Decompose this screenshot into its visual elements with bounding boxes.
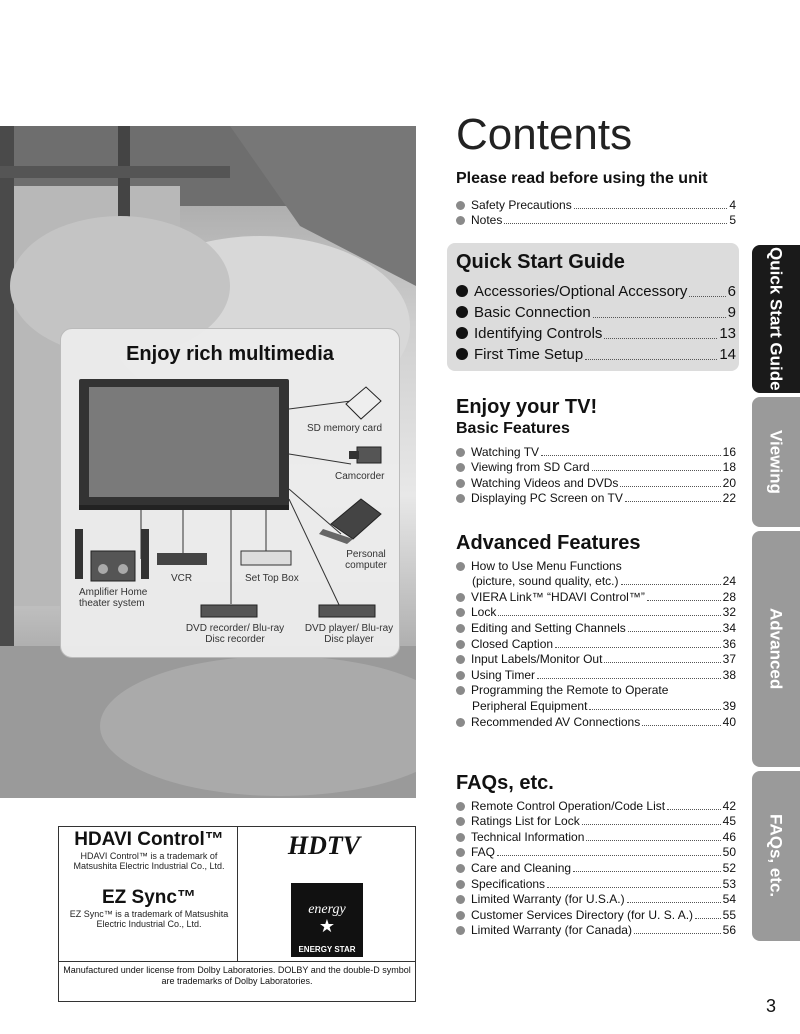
energy-star-logo: energy ★ ENERGY STAR bbox=[291, 883, 363, 957]
dolby-note: Manufactured under license from Dolby Laboratories. DOLBY and the double-D symbol are trademarks of Dolby Laboratories. bbox=[63, 965, 411, 986]
toc-label: Identifying Controls bbox=[474, 325, 603, 342]
bullet-icon bbox=[456, 848, 465, 857]
toc-item[interactable] bbox=[456, 443, 736, 459]
leader-dots bbox=[589, 709, 720, 710]
toc-label: Watching TV bbox=[471, 444, 540, 459]
toc-page: 40 bbox=[722, 714, 736, 729]
tab-advanced[interactable]: Advanced bbox=[752, 531, 800, 767]
toc-label: Closed Caption bbox=[471, 636, 554, 651]
toc-page: 46 bbox=[722, 829, 736, 844]
toc-item[interactable] bbox=[456, 891, 736, 907]
leader-dots bbox=[647, 600, 721, 601]
bullet-icon bbox=[456, 671, 465, 680]
toc-page: 45 bbox=[722, 814, 736, 829]
leader-dots bbox=[582, 824, 721, 825]
bullet-icon bbox=[456, 686, 465, 695]
dvd-recorder-icon bbox=[201, 605, 257, 617]
toc-item[interactable] bbox=[456, 279, 736, 300]
toc-label: Peripheral Equipment bbox=[472, 698, 588, 713]
toc-page: 55 bbox=[722, 907, 736, 922]
camcorder-label: Camcorder bbox=[335, 471, 385, 482]
toc-label: Using Timer bbox=[471, 667, 536, 682]
leader-dots bbox=[574, 208, 728, 209]
bullet-icon bbox=[456, 864, 465, 873]
bullet-icon bbox=[456, 802, 465, 811]
bullet-icon bbox=[456, 640, 465, 649]
bullet-icon bbox=[456, 306, 468, 318]
sd-card-icon bbox=[346, 387, 381, 419]
toc-label: Accessories/Optional Accessory bbox=[474, 283, 688, 300]
bullet-icon bbox=[456, 833, 465, 842]
toc-label: Recommended AV Connections bbox=[471, 714, 641, 729]
bullet-icon bbox=[456, 608, 465, 617]
toc-label: Notes bbox=[471, 213, 503, 228]
toc-item[interactable] bbox=[456, 604, 736, 620]
hdavi-title: HDAVI Control™ bbox=[74, 829, 224, 850]
toc-item[interactable] bbox=[456, 813, 736, 829]
bullet-icon bbox=[456, 463, 465, 472]
hdavi-note: HDAVI Control™ is a trademark of Matsushita Electric Industrial Co., Ltd. bbox=[73, 851, 225, 871]
dvd-player-icon bbox=[319, 605, 375, 617]
leader-dots bbox=[628, 631, 721, 632]
leader-dots bbox=[604, 662, 720, 663]
multimedia-panel bbox=[60, 328, 400, 658]
toc-label: Technical Information bbox=[471, 829, 585, 844]
leader-dots bbox=[586, 840, 720, 841]
toc-label: Viewing from SD Card bbox=[471, 460, 590, 475]
toc-item[interactable] bbox=[456, 342, 736, 363]
toc-page: 32 bbox=[722, 605, 736, 620]
page-number: 3 bbox=[766, 996, 777, 1016]
toc-page: 54 bbox=[722, 892, 736, 907]
tab-faqs[interactable]: FAQs, etc. bbox=[752, 771, 800, 941]
toc-item[interactable] bbox=[456, 828, 736, 844]
toc-label: Limited Warranty (for Canada) bbox=[471, 923, 632, 938]
leader-dots bbox=[604, 338, 717, 339]
toc-page: 9 bbox=[727, 304, 736, 321]
toc-label: First Time Setup bbox=[474, 346, 584, 363]
toc-label: Remote Control Operation/Code List bbox=[471, 798, 666, 813]
logos-box bbox=[58, 826, 416, 1002]
set-top-box-icon bbox=[241, 551, 291, 565]
leader-dots bbox=[621, 584, 721, 585]
connection-diagram bbox=[61, 329, 401, 659]
toc-label: Ratings List for Lock bbox=[471, 814, 580, 829]
toc-item[interactable] bbox=[456, 875, 736, 891]
leader-dots bbox=[625, 501, 721, 502]
toc-item[interactable] bbox=[456, 588, 736, 604]
toc-item[interactable] bbox=[456, 651, 736, 667]
bullet-icon bbox=[456, 911, 465, 920]
toc-page: 39 bbox=[722, 698, 736, 713]
bullet-icon bbox=[456, 624, 465, 633]
tab-quick-start[interactable]: Quick Start Guide bbox=[752, 245, 800, 393]
toc-page: 16 bbox=[722, 444, 736, 459]
leader-dots bbox=[642, 725, 720, 726]
leader-dots bbox=[592, 470, 721, 471]
dvd-recorder-label: DVD recorder/ Blu-ray Disc recorder bbox=[185, 623, 285, 645]
toc-item[interactable] bbox=[456, 557, 736, 573]
faqs-heading: FAQs, etc. bbox=[456, 772, 554, 794]
toc-item[interactable] bbox=[456, 474, 736, 490]
bullet-icon bbox=[456, 216, 465, 225]
toc-page: 36 bbox=[722, 636, 736, 651]
toc-label: Programming the Remote to Operate bbox=[471, 683, 669, 698]
enjoy-heading: Enjoy your TV! bbox=[456, 396, 598, 418]
ezsync-title: EZ Sync™ bbox=[102, 887, 196, 908]
toc-item[interactable] bbox=[456, 922, 736, 938]
leader-dots bbox=[547, 887, 721, 888]
bullet-icon bbox=[456, 718, 465, 727]
bullet-icon bbox=[456, 448, 465, 457]
toc-item[interactable] bbox=[456, 844, 736, 860]
stb-label: Set Top Box bbox=[245, 573, 299, 584]
toc-item-continuation[interactable] bbox=[456, 573, 736, 589]
toc-page: 42 bbox=[722, 798, 736, 813]
toc-label: Limited Warranty (for U.S.A.) bbox=[471, 892, 625, 907]
toc-label: Safety Precautions bbox=[471, 197, 572, 212]
leader-dots bbox=[504, 223, 727, 224]
toc-label: Customer Services Directory (for U. S. A.) bbox=[471, 907, 694, 922]
leader-dots bbox=[573, 871, 721, 872]
toc-item[interactable] bbox=[456, 321, 736, 342]
toc-label: Watching Videos and DVDs bbox=[471, 475, 619, 490]
toc-page: 13 bbox=[719, 325, 736, 342]
toc-item[interactable] bbox=[456, 619, 736, 635]
sd-label: SD memory card bbox=[307, 423, 383, 434]
toc-label: Input Labels/Monitor Out bbox=[471, 652, 603, 667]
vcr-label: VCR bbox=[171, 573, 193, 584]
bullet-icon bbox=[456, 479, 465, 488]
ezsync-note: EZ Sync™ is a trademark of Matsushita Electric Industrial Co., Ltd. bbox=[69, 909, 229, 929]
toc-page: 6 bbox=[727, 283, 736, 300]
quick-start-list bbox=[456, 279, 736, 363]
amp-label: Amplifier Home theater system bbox=[79, 587, 148, 609]
toc-page: 52 bbox=[722, 860, 736, 875]
toc-item[interactable] bbox=[456, 300, 736, 321]
toc-item[interactable] bbox=[456, 635, 736, 651]
leader-dots bbox=[593, 317, 726, 318]
bullet-icon bbox=[456, 201, 465, 210]
camcorder-icon bbox=[349, 447, 381, 463]
toc-page: 4 bbox=[729, 197, 736, 212]
toc-page: 56 bbox=[722, 923, 736, 938]
toc-label: Specifications bbox=[471, 876, 546, 891]
toc-page: 38 bbox=[722, 667, 736, 682]
toc-label: Editing and Setting Channels bbox=[471, 620, 626, 635]
toc-item[interactable] bbox=[456, 196, 736, 212]
toc-item[interactable] bbox=[456, 682, 736, 698]
toc-item[interactable] bbox=[456, 713, 736, 729]
leader-dots bbox=[498, 615, 720, 616]
toc-label: Lock bbox=[471, 605, 497, 620]
toc-page: 24 bbox=[722, 574, 736, 589]
toc-item[interactable] bbox=[456, 490, 736, 506]
advanced-list bbox=[456, 557, 736, 729]
bullet-icon bbox=[456, 880, 465, 889]
bullet-icon bbox=[456, 926, 465, 935]
toc-page: 53 bbox=[722, 876, 736, 891]
bullet-icon bbox=[456, 655, 465, 664]
toc-page: 28 bbox=[722, 589, 736, 604]
vcr-icon bbox=[157, 553, 207, 565]
leader-dots bbox=[555, 647, 721, 648]
toc-page: 50 bbox=[722, 845, 736, 860]
toc-item[interactable] bbox=[456, 906, 736, 922]
bullet-icon bbox=[456, 895, 465, 904]
toc-label: Basic Connection bbox=[474, 304, 591, 321]
multimedia-title: Enjoy rich multimedia bbox=[126, 343, 334, 365]
toc-page: 34 bbox=[722, 620, 736, 635]
leader-dots bbox=[627, 902, 721, 903]
toc-page: 37 bbox=[722, 652, 736, 667]
leader-dots bbox=[497, 855, 721, 856]
toc-label: VIERA Link™ “HDAVI Control™” bbox=[471, 589, 645, 604]
toc-page: 20 bbox=[722, 475, 736, 490]
toc-page: 18 bbox=[722, 460, 736, 475]
bullet-icon bbox=[456, 285, 468, 297]
basic-features-heading: Basic Features bbox=[456, 420, 570, 437]
leader-dots bbox=[585, 359, 717, 360]
leader-dots bbox=[620, 486, 720, 487]
toc-item[interactable] bbox=[456, 459, 736, 475]
bullet-icon bbox=[456, 327, 468, 339]
toc-page: 22 bbox=[722, 491, 736, 506]
page-title: Contents bbox=[456, 110, 633, 159]
bullet-icon bbox=[456, 348, 468, 360]
home-theater-icon bbox=[75, 529, 149, 581]
toc-label: FAQ bbox=[471, 845, 496, 860]
bullet-icon bbox=[456, 494, 465, 503]
leader-dots bbox=[541, 455, 721, 456]
computer-label: Personal computer bbox=[345, 549, 387, 571]
dvd-player-label: DVD player/ Blu-ray Disc player bbox=[304, 623, 394, 645]
intro-heading: Please read before using the unit bbox=[456, 170, 708, 187]
toc-page: 14 bbox=[719, 346, 736, 363]
hdtv-logo: HDTV bbox=[287, 831, 361, 860]
laptop-icon bbox=[319, 499, 381, 544]
intro-list bbox=[456, 196, 736, 227]
quick-start-heading: Quick Start Guide bbox=[456, 251, 625, 273]
toc-label: Care and Cleaning bbox=[471, 860, 572, 875]
bullet-icon bbox=[456, 593, 465, 602]
bullet-icon bbox=[456, 562, 465, 571]
bullet-icon bbox=[456, 817, 465, 826]
faqs-list bbox=[456, 797, 736, 937]
tab-viewing[interactable]: Viewing bbox=[752, 397, 800, 527]
leader-dots bbox=[689, 296, 725, 297]
toc-item-continuation[interactable] bbox=[456, 697, 736, 713]
toc-label: Displaying PC Screen on TV bbox=[471, 491, 623, 506]
toc-item[interactable] bbox=[456, 859, 736, 875]
leader-dots bbox=[667, 809, 721, 810]
leader-dots bbox=[695, 918, 721, 919]
toc-item[interactable] bbox=[456, 797, 736, 813]
advanced-heading: Advanced Features bbox=[456, 532, 641, 554]
toc-label: How to Use Menu Functions bbox=[471, 558, 622, 573]
toc-item[interactable] bbox=[456, 666, 736, 682]
basic-features-list bbox=[456, 443, 736, 505]
leader-dots bbox=[537, 678, 721, 679]
leader-dots bbox=[634, 933, 721, 934]
toc-item[interactable] bbox=[456, 212, 736, 228]
toc-label: (picture, sound quality, etc.) bbox=[472, 574, 619, 589]
toc-page: 5 bbox=[729, 213, 736, 228]
